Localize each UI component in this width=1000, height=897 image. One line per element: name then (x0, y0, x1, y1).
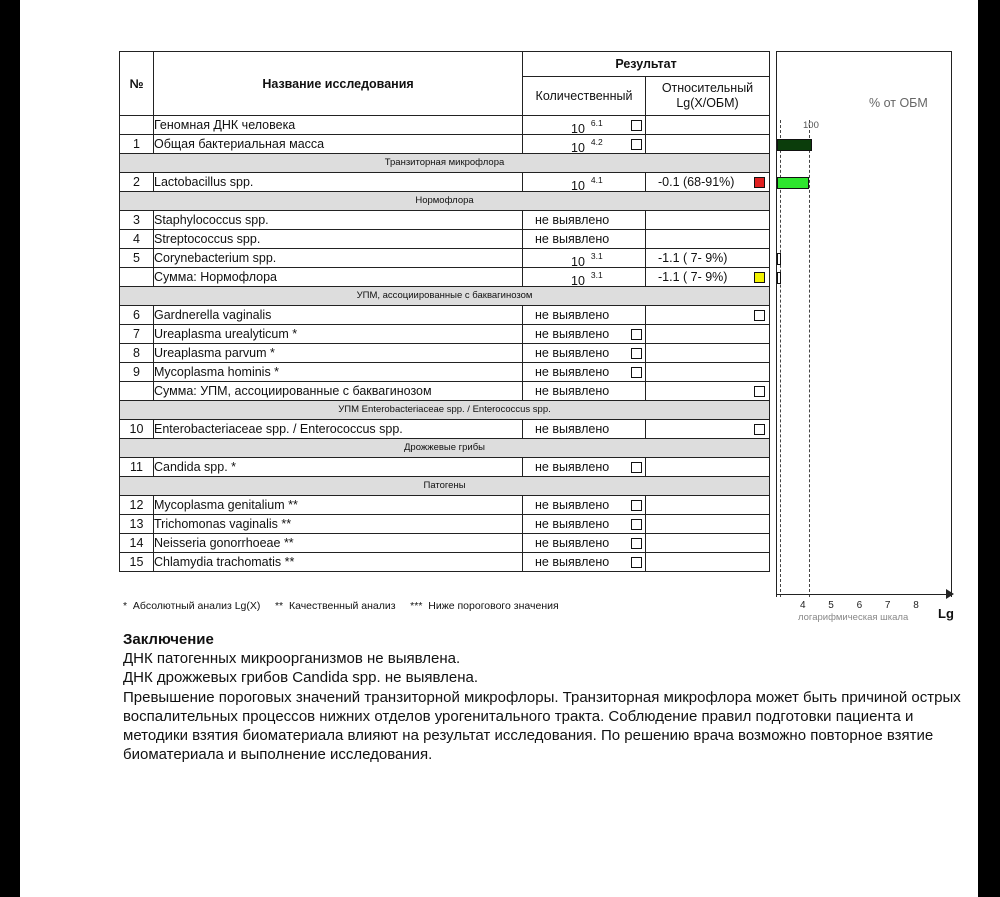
table-row (120, 116, 770, 135)
relative-value: -1.1 ( 7- 9%) (658, 270, 728, 284)
quantitative-cell (523, 344, 646, 363)
relative-cell (646, 363, 770, 382)
row-number: 12 (120, 496, 154, 515)
test-name: Mycoplasma hominis * (154, 363, 523, 382)
quantity-base: 10 (571, 141, 585, 156)
checkbox-icon (631, 519, 642, 530)
checkbox-icon (631, 329, 642, 340)
section-label: УПМ, ассоциированные с баквагинозом (120, 287, 770, 306)
row-number: 13 (120, 515, 154, 534)
relative-cell (646, 458, 770, 477)
row-number: 9 (120, 363, 154, 382)
header-name: Название исследования (154, 52, 523, 116)
row-number: 10 (120, 420, 154, 439)
status-indicator-icon (754, 424, 765, 435)
result-text: не выявлено (535, 308, 610, 322)
relative-cell (646, 249, 770, 268)
status-indicator-icon (754, 272, 765, 283)
quantitative-cell (523, 306, 646, 325)
section-label: Патогены (120, 477, 770, 496)
conclusion-line: ДНК дрожжевых грибов Candida spp. не выявлена. (123, 669, 478, 687)
row-number: 2 (120, 173, 154, 192)
relative-cell (646, 420, 770, 439)
quantitative-cell (523, 268, 646, 287)
result-text: не выявлено (535, 213, 610, 227)
quantitative-cell (523, 496, 646, 515)
chart-bar (777, 177, 809, 189)
result-text: не выявлено (535, 327, 610, 341)
relative-cell (646, 230, 770, 249)
header-quantitative: Количественный (523, 77, 646, 116)
conclusion (123, 630, 963, 764)
quantitative-cell (523, 230, 646, 249)
chart-x-axis (776, 594, 952, 595)
relative-cell (646, 211, 770, 230)
row-number: 4 (120, 230, 154, 249)
results-table (119, 51, 770, 572)
row-number (120, 116, 154, 135)
section-label: УПМ Enterobacteriaceae spp. / Enterococcus spp. (120, 401, 770, 420)
result-text: не выявлено (535, 498, 610, 512)
section-row (120, 401, 770, 420)
table-row (120, 515, 770, 534)
result-text: не выявлено (535, 555, 610, 569)
section-row (120, 287, 770, 306)
relative-value: -0.1 (68-91%) (658, 175, 735, 189)
test-name: Mycoplasma genitalium ** (154, 496, 523, 515)
relative-cell (646, 268, 770, 287)
report-page (20, 0, 978, 897)
test-name: Ureaplasma urealyticum * (154, 325, 523, 344)
table-row (120, 458, 770, 477)
quantitative-cell (523, 173, 646, 192)
chart-ref-100: 100 (803, 120, 819, 131)
section-label: Транзиторная микрофлора (120, 154, 770, 173)
test-name: Gardnerella vaginalis (154, 306, 523, 325)
relative-cell (646, 116, 770, 135)
quantitative-cell (523, 534, 646, 553)
chart-bar (777, 272, 781, 284)
row-number: 5 (120, 249, 154, 268)
x-tick-label: 7 (884, 600, 891, 611)
table-row (120, 135, 770, 154)
test-name: Trichomonas vaginalis ** (154, 515, 523, 534)
quantity-exponent: 6.1 (590, 118, 603, 128)
row-number (120, 382, 154, 401)
chart-lg-label: Lg (938, 606, 954, 621)
quantity-base: 10 (571, 122, 585, 137)
quantitative-cell (523, 382, 646, 401)
checkbox-icon (631, 557, 642, 568)
quantitative-cell (523, 420, 646, 439)
x-tick-label: 8 (913, 600, 919, 611)
status-indicator-icon (754, 177, 765, 188)
relative-cell (646, 306, 770, 325)
quantitative-cell (523, 116, 646, 135)
relative-cell (646, 325, 770, 344)
table-row (120, 420, 770, 439)
test-name: Streptococcus spp. (154, 230, 523, 249)
table-row (120, 249, 770, 268)
chart-scale-label: логарифмическая шкала (798, 612, 909, 623)
test-name: Сумма: УПМ, ассоциированные с баквагинозом (154, 382, 523, 401)
checkbox-icon (631, 348, 642, 359)
status-indicator-icon (754, 310, 765, 321)
section-row (120, 439, 770, 458)
quantity-base: 10 (571, 179, 585, 194)
result-text: не выявлено (535, 384, 610, 398)
footnote: * Абсолютный анализ Lg(X) ** Качественный анализ *** Ниже порогового значения (123, 600, 559, 612)
chart-ref-line (809, 120, 810, 597)
test-name: Candida spp. * (154, 458, 523, 477)
quantitative-cell (523, 515, 646, 534)
status-indicator-icon (754, 386, 765, 397)
x-tick-label: 6 (856, 600, 863, 611)
chart-axis-line (780, 120, 781, 597)
header-relative: Относительный Lg(X/ОБМ) (646, 77, 770, 116)
quantitative-cell (523, 458, 646, 477)
test-name: Staphylococcus spp. (154, 211, 523, 230)
result-text: не выявлено (535, 346, 610, 360)
chart-bar (777, 139, 812, 151)
result-text: не выявлено (535, 232, 610, 246)
table-row (120, 534, 770, 553)
quantitative-cell (523, 211, 646, 230)
test-name: Общая бактериальная масса (154, 135, 523, 154)
quantity-exponent: 4.1 (590, 175, 603, 185)
table-row (120, 268, 770, 287)
relative-cell (646, 344, 770, 363)
section-row (120, 477, 770, 496)
conclusion-line: Превышение пороговых значений транзиторной микрофлоры. Транзиторная микрофлора может быть причиной острых воспалительных процессов нижних отделов урогенитального тракта. Соблюдение правил подготовки пациента и методики взятия биоматериала влияют на результат исследования. По решению врача возможно повторное взятие биоматериала и выполнение исследования. (123, 688, 961, 764)
result-text: не выявлено (535, 517, 610, 531)
checkbox-icon (631, 139, 642, 150)
test-name: Chlamydia trachomatis ** (154, 553, 523, 572)
quantity-value (571, 135, 603, 157)
table-row (120, 211, 770, 230)
quantitative-cell (523, 363, 646, 382)
result-text: не выявлено (535, 536, 610, 550)
checkbox-icon (631, 538, 642, 549)
relative-cell (646, 173, 770, 192)
row-number: 3 (120, 211, 154, 230)
relative-cell (646, 534, 770, 553)
row-number: 8 (120, 344, 154, 363)
relative-cell (646, 135, 770, 154)
quantitative-cell (523, 249, 646, 268)
relative-cell (646, 553, 770, 572)
test-name: Corynebacterium spp. (154, 249, 523, 268)
test-name: Ureaplasma parvum * (154, 344, 523, 363)
chart-panel (776, 51, 952, 597)
relative-cell (646, 515, 770, 534)
test-name: Enterobacteriaceae spp. / Enterococcus spp. (154, 420, 523, 439)
relative-value: -1.1 ( 7- 9%) (658, 251, 728, 265)
table-row (120, 306, 770, 325)
result-text: не выявлено (535, 422, 610, 436)
table-row (120, 173, 770, 192)
test-name: Neisseria gonorrhoeae ** (154, 534, 523, 553)
table-row (120, 382, 770, 401)
quantity-value (571, 173, 603, 195)
chart-pct-title: % от ОБМ (869, 96, 928, 110)
section-row (120, 154, 770, 173)
relative-cell (646, 496, 770, 515)
relative-cell (646, 382, 770, 401)
conclusion-line: ДНК патогенных микроорганизмов не выявлена. (123, 650, 461, 668)
row-number: 7 (120, 325, 154, 344)
quantity-value (571, 268, 603, 290)
table-row (120, 553, 770, 572)
result-text: не выявлено (535, 365, 610, 379)
checkbox-icon (631, 120, 642, 131)
quantity-exponent: 3.1 (590, 251, 603, 261)
header-result: Результат (523, 52, 770, 77)
quantity-exponent: 4.2 (590, 137, 603, 147)
chart-x-arrow (946, 589, 954, 599)
row-number (120, 268, 154, 287)
section-label: Дрожжевые грибы (120, 439, 770, 458)
table-row (120, 230, 770, 249)
row-number: 15 (120, 553, 154, 572)
checkbox-icon (631, 367, 642, 378)
row-number: 11 (120, 458, 154, 477)
test-name: Геномная ДНК человека (154, 116, 523, 135)
quantity-base: 10 (571, 255, 585, 270)
quantity-exponent: 3.1 (590, 270, 603, 280)
section-row (120, 192, 770, 211)
quantitative-cell (523, 135, 646, 154)
table-row (120, 363, 770, 382)
table-row (120, 325, 770, 344)
quantitative-cell (523, 325, 646, 344)
test-name: Сумма: Нормофлора (154, 268, 523, 287)
table-row (120, 496, 770, 515)
checkbox-icon (631, 500, 642, 511)
x-tick-label: 4 (800, 600, 806, 611)
table-row (120, 344, 770, 363)
header-num: № (120, 52, 154, 116)
row-number: 1 (120, 135, 154, 154)
checkbox-icon (631, 462, 642, 473)
quantity-base: 10 (571, 274, 585, 289)
section-label: Нормофлора (120, 192, 770, 211)
row-number: 6 (120, 306, 154, 325)
conclusion-title: Заключение (123, 631, 214, 648)
result-text: не выявлено (535, 460, 610, 474)
x-tick-label: 5 (828, 600, 834, 611)
test-name: Lactobacillus spp. (154, 173, 523, 192)
row-number: 14 (120, 534, 154, 553)
quantitative-cell (523, 553, 646, 572)
chart-bar (777, 253, 781, 265)
